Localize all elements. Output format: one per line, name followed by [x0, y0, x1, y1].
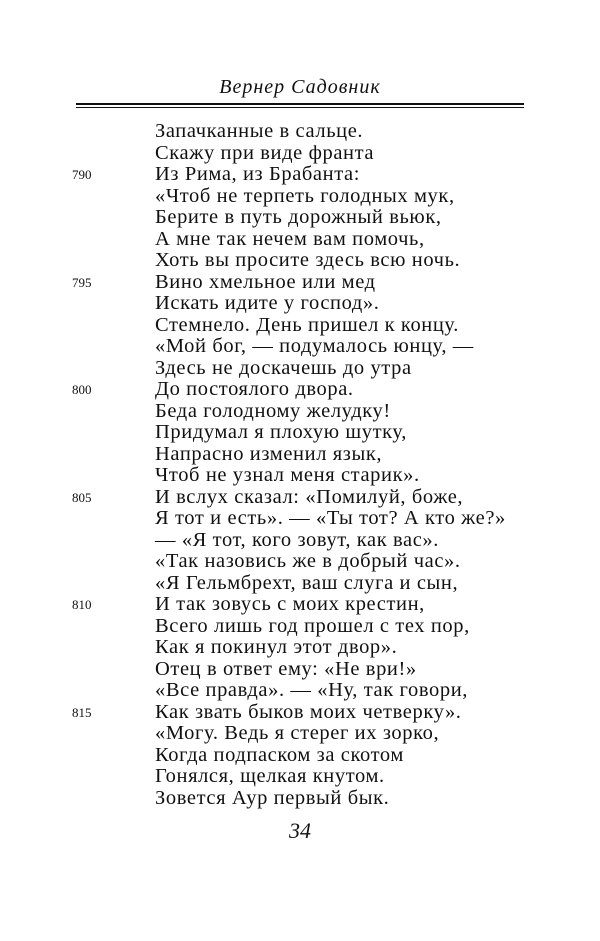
- line-number: 815: [72, 704, 92, 720]
- line-text: Как звать быков моих четверку».: [155, 700, 462, 723]
- poem-line: [0, 788, 600, 810]
- poem-line: [0, 272, 600, 294]
- line-text: «Так назовись же в добрый час».: [155, 550, 461, 572]
- poem-line: [0, 379, 600, 401]
- line-text: Напрасно изменил язык,: [155, 442, 383, 465]
- poem-line: [0, 745, 600, 767]
- poem-line: [0, 573, 600, 595]
- line-number: 810: [72, 597, 92, 612]
- line-text: Гонялся, щелкая кнутом.: [155, 765, 385, 787]
- line-text: «Мой бог, — подумалось юнцу, —: [155, 335, 474, 357]
- poem-line: [0, 680, 600, 702]
- poem-line: [0, 229, 600, 251]
- poem-line: [0, 723, 600, 745]
- line-text: Я тот и есть». — «Ты тот? А кто же?»: [155, 507, 506, 529]
- line-text: Скажу при виде франта: [155, 141, 375, 164]
- poem-line: [0, 530, 600, 552]
- line-text: «Могу. Ведь я стерег их зорко,: [155, 722, 440, 744]
- line-text: Вино хмельное или мед: [155, 270, 376, 293]
- poem-line: [0, 358, 600, 380]
- poem-line: [0, 293, 600, 315]
- line-text: Берите в путь дорожный вьюк,: [155, 206, 442, 228]
- poem-line: [0, 659, 600, 681]
- line-number: 790: [72, 167, 92, 182]
- line-text: Всего лишь год прошел с тех пор,: [155, 614, 470, 637]
- poem-line: [0, 336, 600, 358]
- line-text: А мне так нечем вам помочь,: [155, 227, 425, 250]
- poem-line: [0, 207, 600, 229]
- poem-line: [0, 143, 600, 165]
- poem-line: [0, 121, 600, 143]
- line-text: Стемнело. День пришел к концу.: [155, 313, 459, 336]
- poem-line: [0, 315, 600, 337]
- line-text: Зовется Аур первый бык.: [155, 786, 390, 809]
- line-text: Когда подпаском за скотом: [155, 743, 404, 766]
- line-number: 800: [72, 382, 92, 397]
- line-text: Как я покинул этот двор».: [155, 636, 398, 658]
- line-text: «Все правда». — «Ну, так говори,: [155, 679, 469, 701]
- poem-line: [0, 508, 600, 530]
- header-rule-thick: [76, 103, 524, 105]
- poem-line: [0, 551, 600, 573]
- line-text: Из Рима, из Брабанта:: [155, 163, 360, 185]
- poem-line: [0, 637, 600, 659]
- poem-line: [0, 186, 600, 208]
- poem-line: [0, 766, 600, 788]
- line-text: Здесь не доскачешь до утра: [155, 356, 412, 379]
- page-number: 34: [289, 818, 311, 843]
- poem-line: [0, 250, 600, 272]
- poem-line: [0, 164, 600, 186]
- line-text: Чтоб не узнал меня старик».: [155, 464, 420, 486]
- line-text: Отец в ответ ему: «Не ври!»: [155, 657, 417, 680]
- line-text: Беда голодному желудку!: [155, 399, 391, 422]
- line-text: Хоть вы просите здесь всю ночь.: [155, 249, 461, 271]
- header-rule-thin: [76, 107, 524, 108]
- line-number: 805: [72, 489, 92, 505]
- poem-line: [0, 616, 600, 638]
- line-text: Запачканные в сальце.: [155, 120, 364, 142]
- line-text: — «Я тот, кого зовут, как вас».: [155, 528, 439, 551]
- poem-line: [0, 487, 600, 509]
- poem-line: [0, 465, 600, 487]
- line-text: «Чтоб не терпеть голодных мук,: [155, 184, 455, 207]
- poem-line: [0, 422, 600, 444]
- line-text: И так зовусь с моих крестин,: [155, 593, 425, 615]
- poem-line: [0, 444, 600, 466]
- line-text: Искать идите у господ».: [155, 292, 380, 314]
- poem-line: [0, 401, 600, 423]
- line-text: И вслух сказал: «Помилуй, боже,: [155, 485, 464, 508]
- running-title: Вернер Садовник: [219, 76, 381, 98]
- line-text: Придумал я плохую шутку,: [155, 421, 407, 443]
- line-text: «Я Гельмбрехт, ваш слуга и сын,: [155, 571, 459, 594]
- poem-line: [0, 594, 600, 616]
- line-text: До постоялого двора.: [155, 378, 354, 400]
- poem-line: [0, 702, 600, 724]
- line-number: 795: [72, 274, 92, 290]
- poem-body: [0, 121, 600, 809]
